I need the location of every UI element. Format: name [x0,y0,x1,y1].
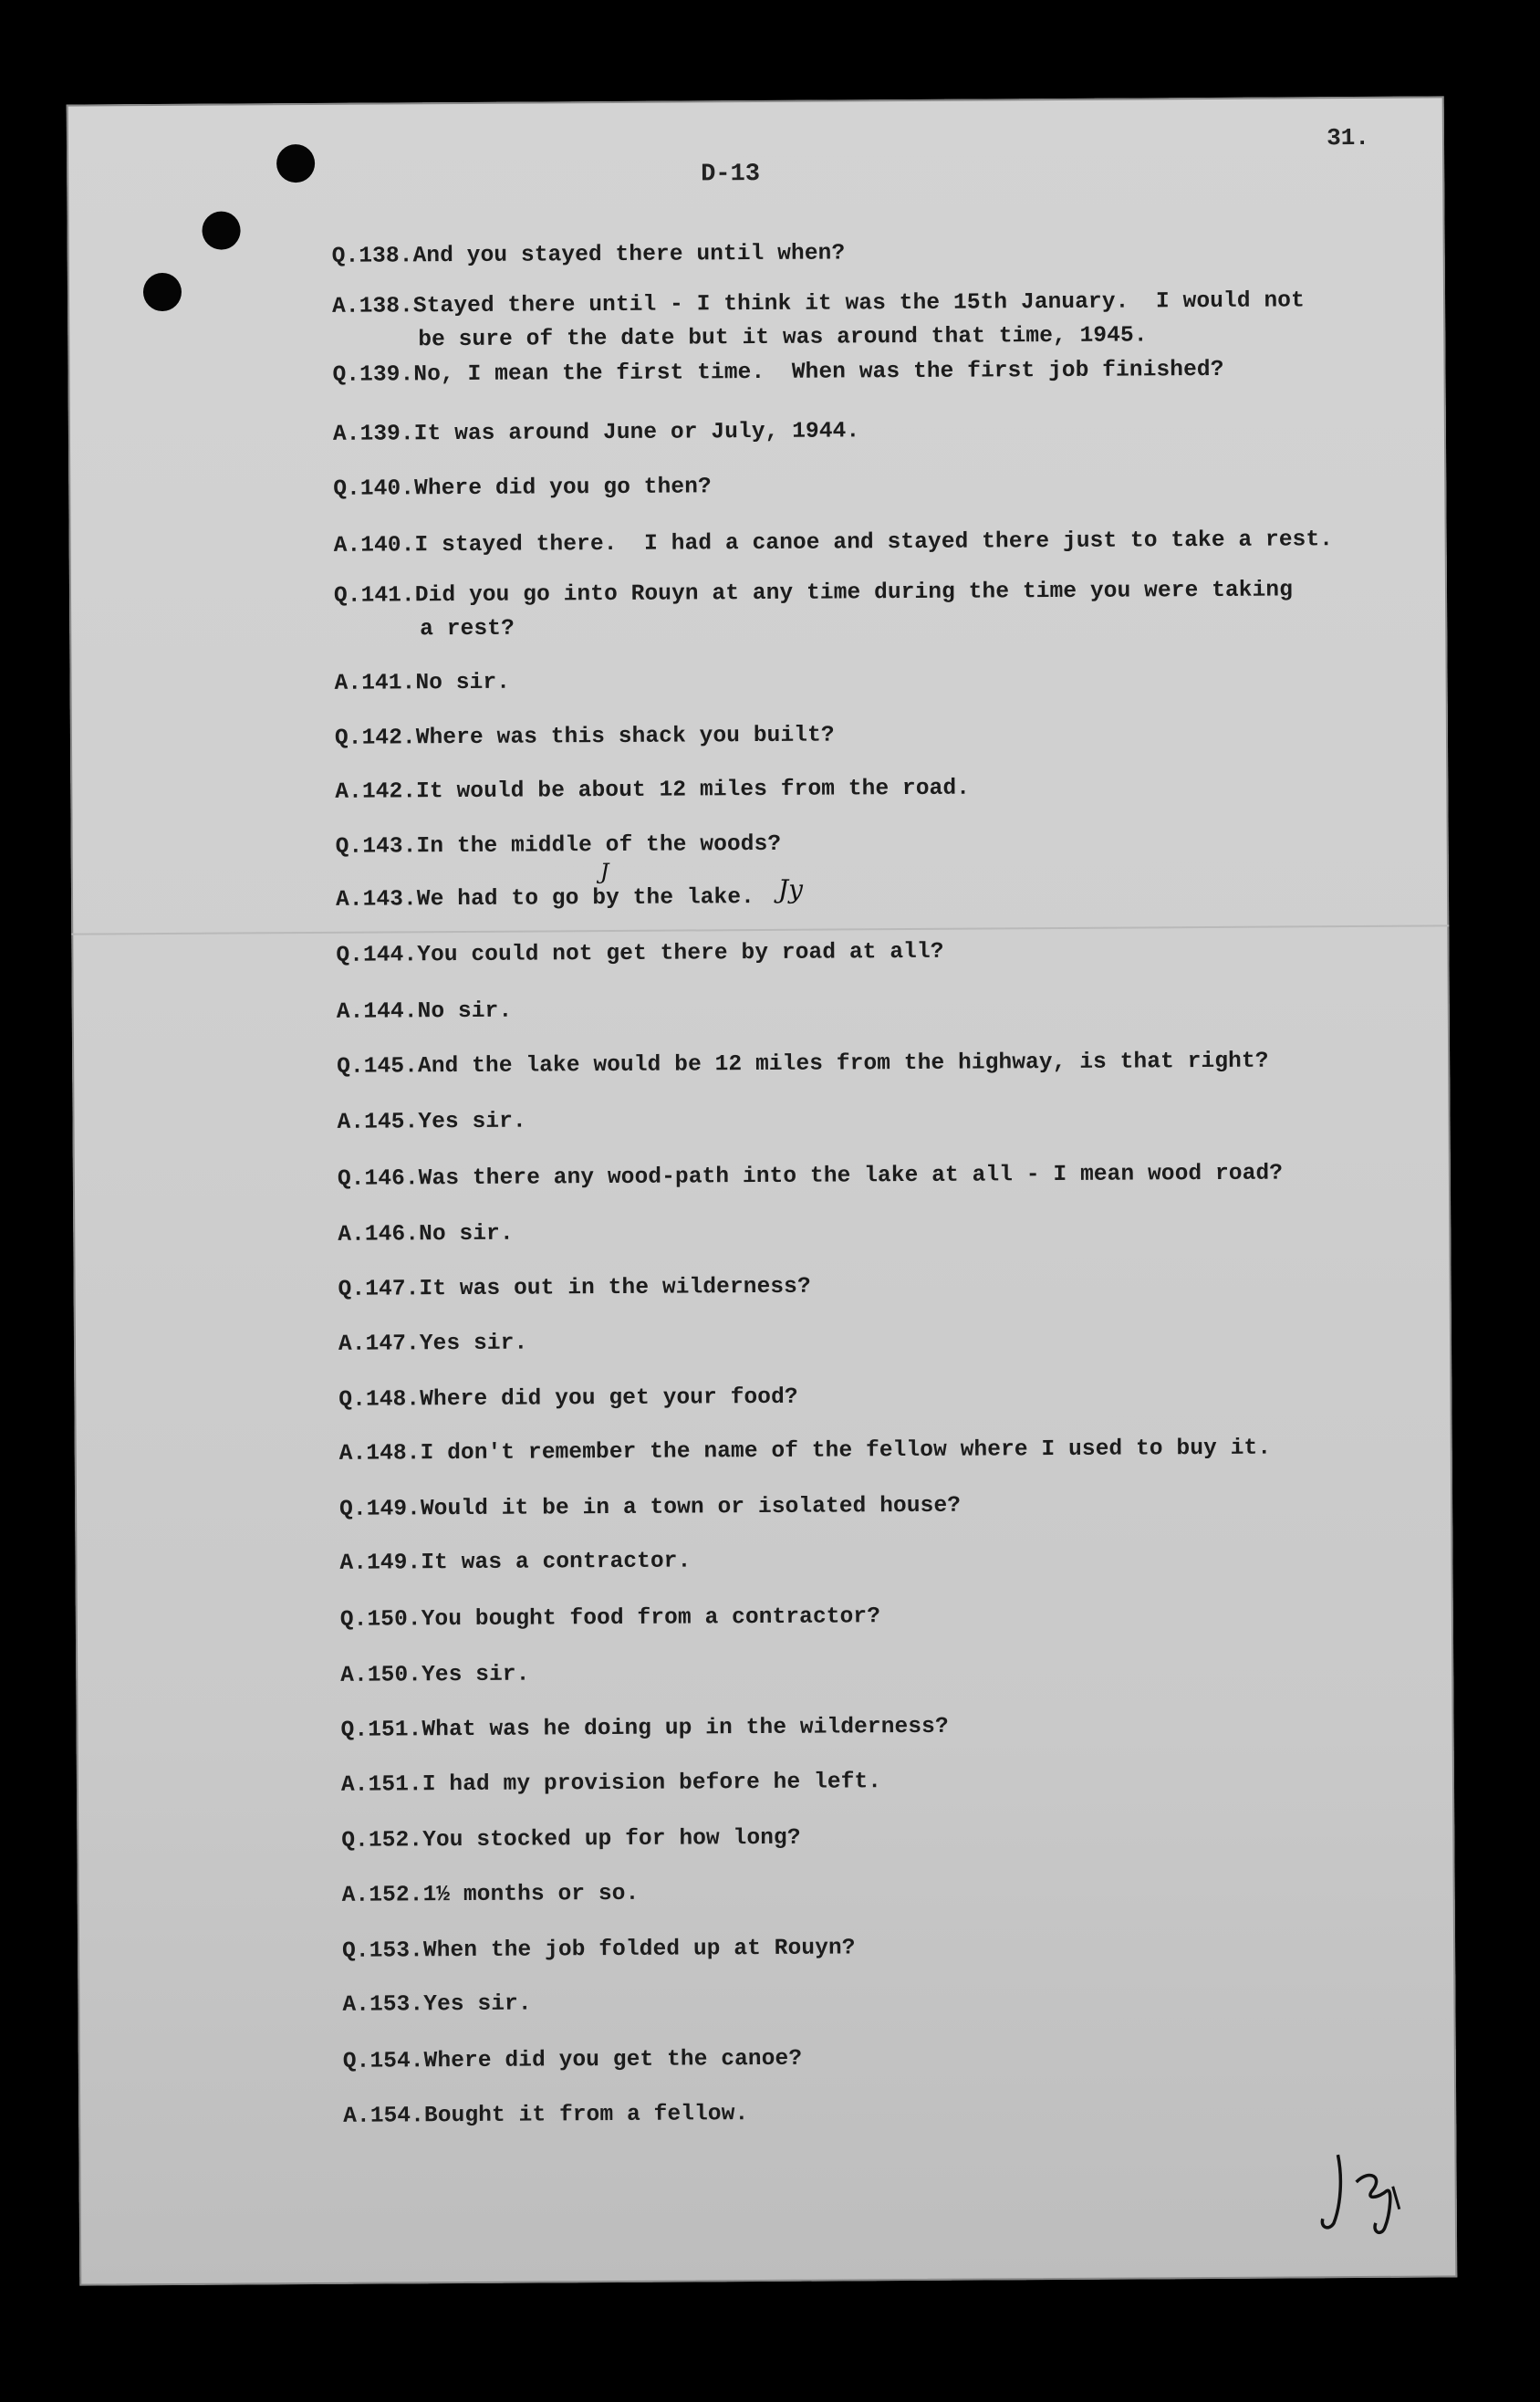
entry-text: Yes sir. [419,1331,528,1357]
entry-label: Q.147. [338,1277,420,1302]
entry-label: Q.145. [337,1054,419,1080]
entry-text: 1½ months or so. [422,1881,640,1908]
entry-label: Q.143. [335,834,417,860]
entry-label: A.151. [340,1772,422,1798]
entry-label: A.141. [334,671,416,696]
entry-text: It was a contractor. [421,1549,692,1576]
question-line [332,352,1390,392]
entry-label: A.149. [339,1551,421,1576]
entry-label: Q.142. [334,726,416,751]
answer-line [337,989,1395,1029]
entry-label: Q.154. [342,2049,424,2074]
entry-text: No sir. [417,998,513,1025]
entry-text: It would be about 12 miles from the road. [416,776,971,805]
question-line [342,1928,1400,1969]
entry-text: I had my provision before he left. [421,1770,882,1798]
entry-text: Where did you get your food? [420,1384,798,1413]
entry-text: Where did you get the canoe? [423,2046,803,2074]
entry-label: A.143. [335,887,417,913]
answer-line [338,1212,1396,1252]
entry-text: It was out in the wilderness? [419,1274,811,1302]
entry-text: Was there any wood-path into the lake at all - I mean wood road? [418,1161,1284,1192]
answer-line [334,523,1392,563]
entry-label: A.138. [331,294,413,319]
question-line [338,1377,1397,1417]
entry-label: A.147. [338,1332,420,1357]
entry-label: Q.153. [341,1938,423,1964]
document-page [67,96,1458,2285]
entry-text: No sir. [419,1221,514,1248]
entry-text: I don't remember the name of the fellow where I used to buy it. [420,1436,1272,1467]
punch-hole [143,273,182,311]
entry-label: Q.144. [336,943,418,968]
entry-label: Q.140. [333,476,415,502]
entry-text: And you stayed there until when? [412,241,846,269]
question-line [339,1487,1398,1527]
answer-line [333,412,1391,452]
entry-text: Yes sir. [418,1109,526,1135]
question-line [336,824,1394,864]
question-line [332,234,1390,274]
answer-line [338,1321,1397,1362]
question-line [335,715,1393,756]
entry-continuation: be sure of the date but it was around that time, 1945. [418,323,1148,353]
entry-continuation: a rest? [420,616,515,642]
question-line [338,1267,1397,1307]
entry-text: And the lake would be 12 miles from the highway, is that right? [417,1049,1269,1080]
entry-text: In the middle of the woods? [416,831,782,860]
answer-line [342,1982,1400,2022]
entry-label: A.144. [336,999,418,1025]
entry-text: Yes sir. [423,1991,532,2018]
page-number: 31. [1327,123,1370,152]
handwritten-insert-mark: J [599,859,609,885]
entry-text: You could not get there by road at all? [417,939,944,968]
entry-label: A.145. [337,1110,419,1135]
entry-label: Q.146. [337,1166,419,1192]
entry-label: Q.149. [339,1497,421,1522]
question-line [337,1044,1395,1084]
entry-label: A.152. [341,1883,423,1908]
entry-text: No sir. [415,670,511,696]
question-line [340,1708,1399,1748]
entry-text: Stayed there until - I think it was the 15th January. I would not [412,288,1305,319]
handwritten-signature [1315,2141,1416,2242]
entry-label: A.146. [338,1222,420,1248]
answer-line [336,877,1394,917]
answer-line [342,1873,1400,1913]
punch-hole [276,144,315,183]
answer-line [341,1762,1400,1802]
entry-label: Q.139. [332,362,414,388]
entry-text: It was around June or July, 1944. [413,419,860,447]
handwritten-initials: Jy [777,873,804,904]
entry-text: We had to go by the lake. [416,885,755,913]
answer-line [343,2094,1401,2134]
entry-text: You bought food from a contractor? [421,1604,881,1633]
entry-label: Q.151. [340,1718,422,1743]
entry-text: When the job folded up at Rouyn? [422,1936,856,1964]
answer-line [339,1431,1398,1471]
entry-text: You stocked up for how long? [422,1825,801,1854]
document-header: D-13 [701,160,761,189]
question-line [343,2039,1401,2079]
entry-label: Q.148. [338,1387,421,1413]
entry-label: Q.138. [331,244,413,269]
question-line [336,933,1394,973]
answer-line [334,661,1392,701]
question-line [340,1597,1399,1637]
question-line [338,1156,1396,1196]
entry-text: No, I mean the first time. When was the first job finished? [413,357,1224,388]
entry-text: Where was this shack you built? [415,723,835,751]
question-line [333,466,1391,507]
answer-line [339,1540,1398,1581]
entry-label: A.148. [338,1441,421,1467]
answer-line [337,1100,1395,1140]
entry-label: A.140. [333,533,415,559]
entry-label: Q.141. [333,583,415,609]
entry-text: Would it be in a town or isolated house? [420,1493,962,1522]
entry-text: Did you go into Rouyn at any time during the time you were taking [414,578,1294,609]
entry-text: Bought it from a fellow. [423,2102,749,2129]
entry-text: What was he doing up in the wilderness? [421,1714,949,1743]
entry-text: Where did you go then? [414,475,712,502]
answer-line [332,284,1390,358]
entry-label: Q.152. [341,1828,423,1854]
entry-label: A.150. [340,1663,422,1688]
answer-line [340,1653,1399,1693]
entry-label: A.153. [342,1992,424,2018]
entry-text: I stayed there. I had a canoe and stayed there just to take a rest. [414,527,1334,559]
entry-text: Yes sir. [421,1662,530,1688]
question-line [334,573,1392,647]
punch-hole [202,211,240,249]
question-line [341,1818,1400,1858]
entry-label: A.139. [332,422,414,447]
entry-label: Q.150. [339,1607,421,1633]
answer-line [335,769,1393,809]
entry-label: A.154. [343,2104,425,2129]
entry-label: A.142. [335,779,417,805]
